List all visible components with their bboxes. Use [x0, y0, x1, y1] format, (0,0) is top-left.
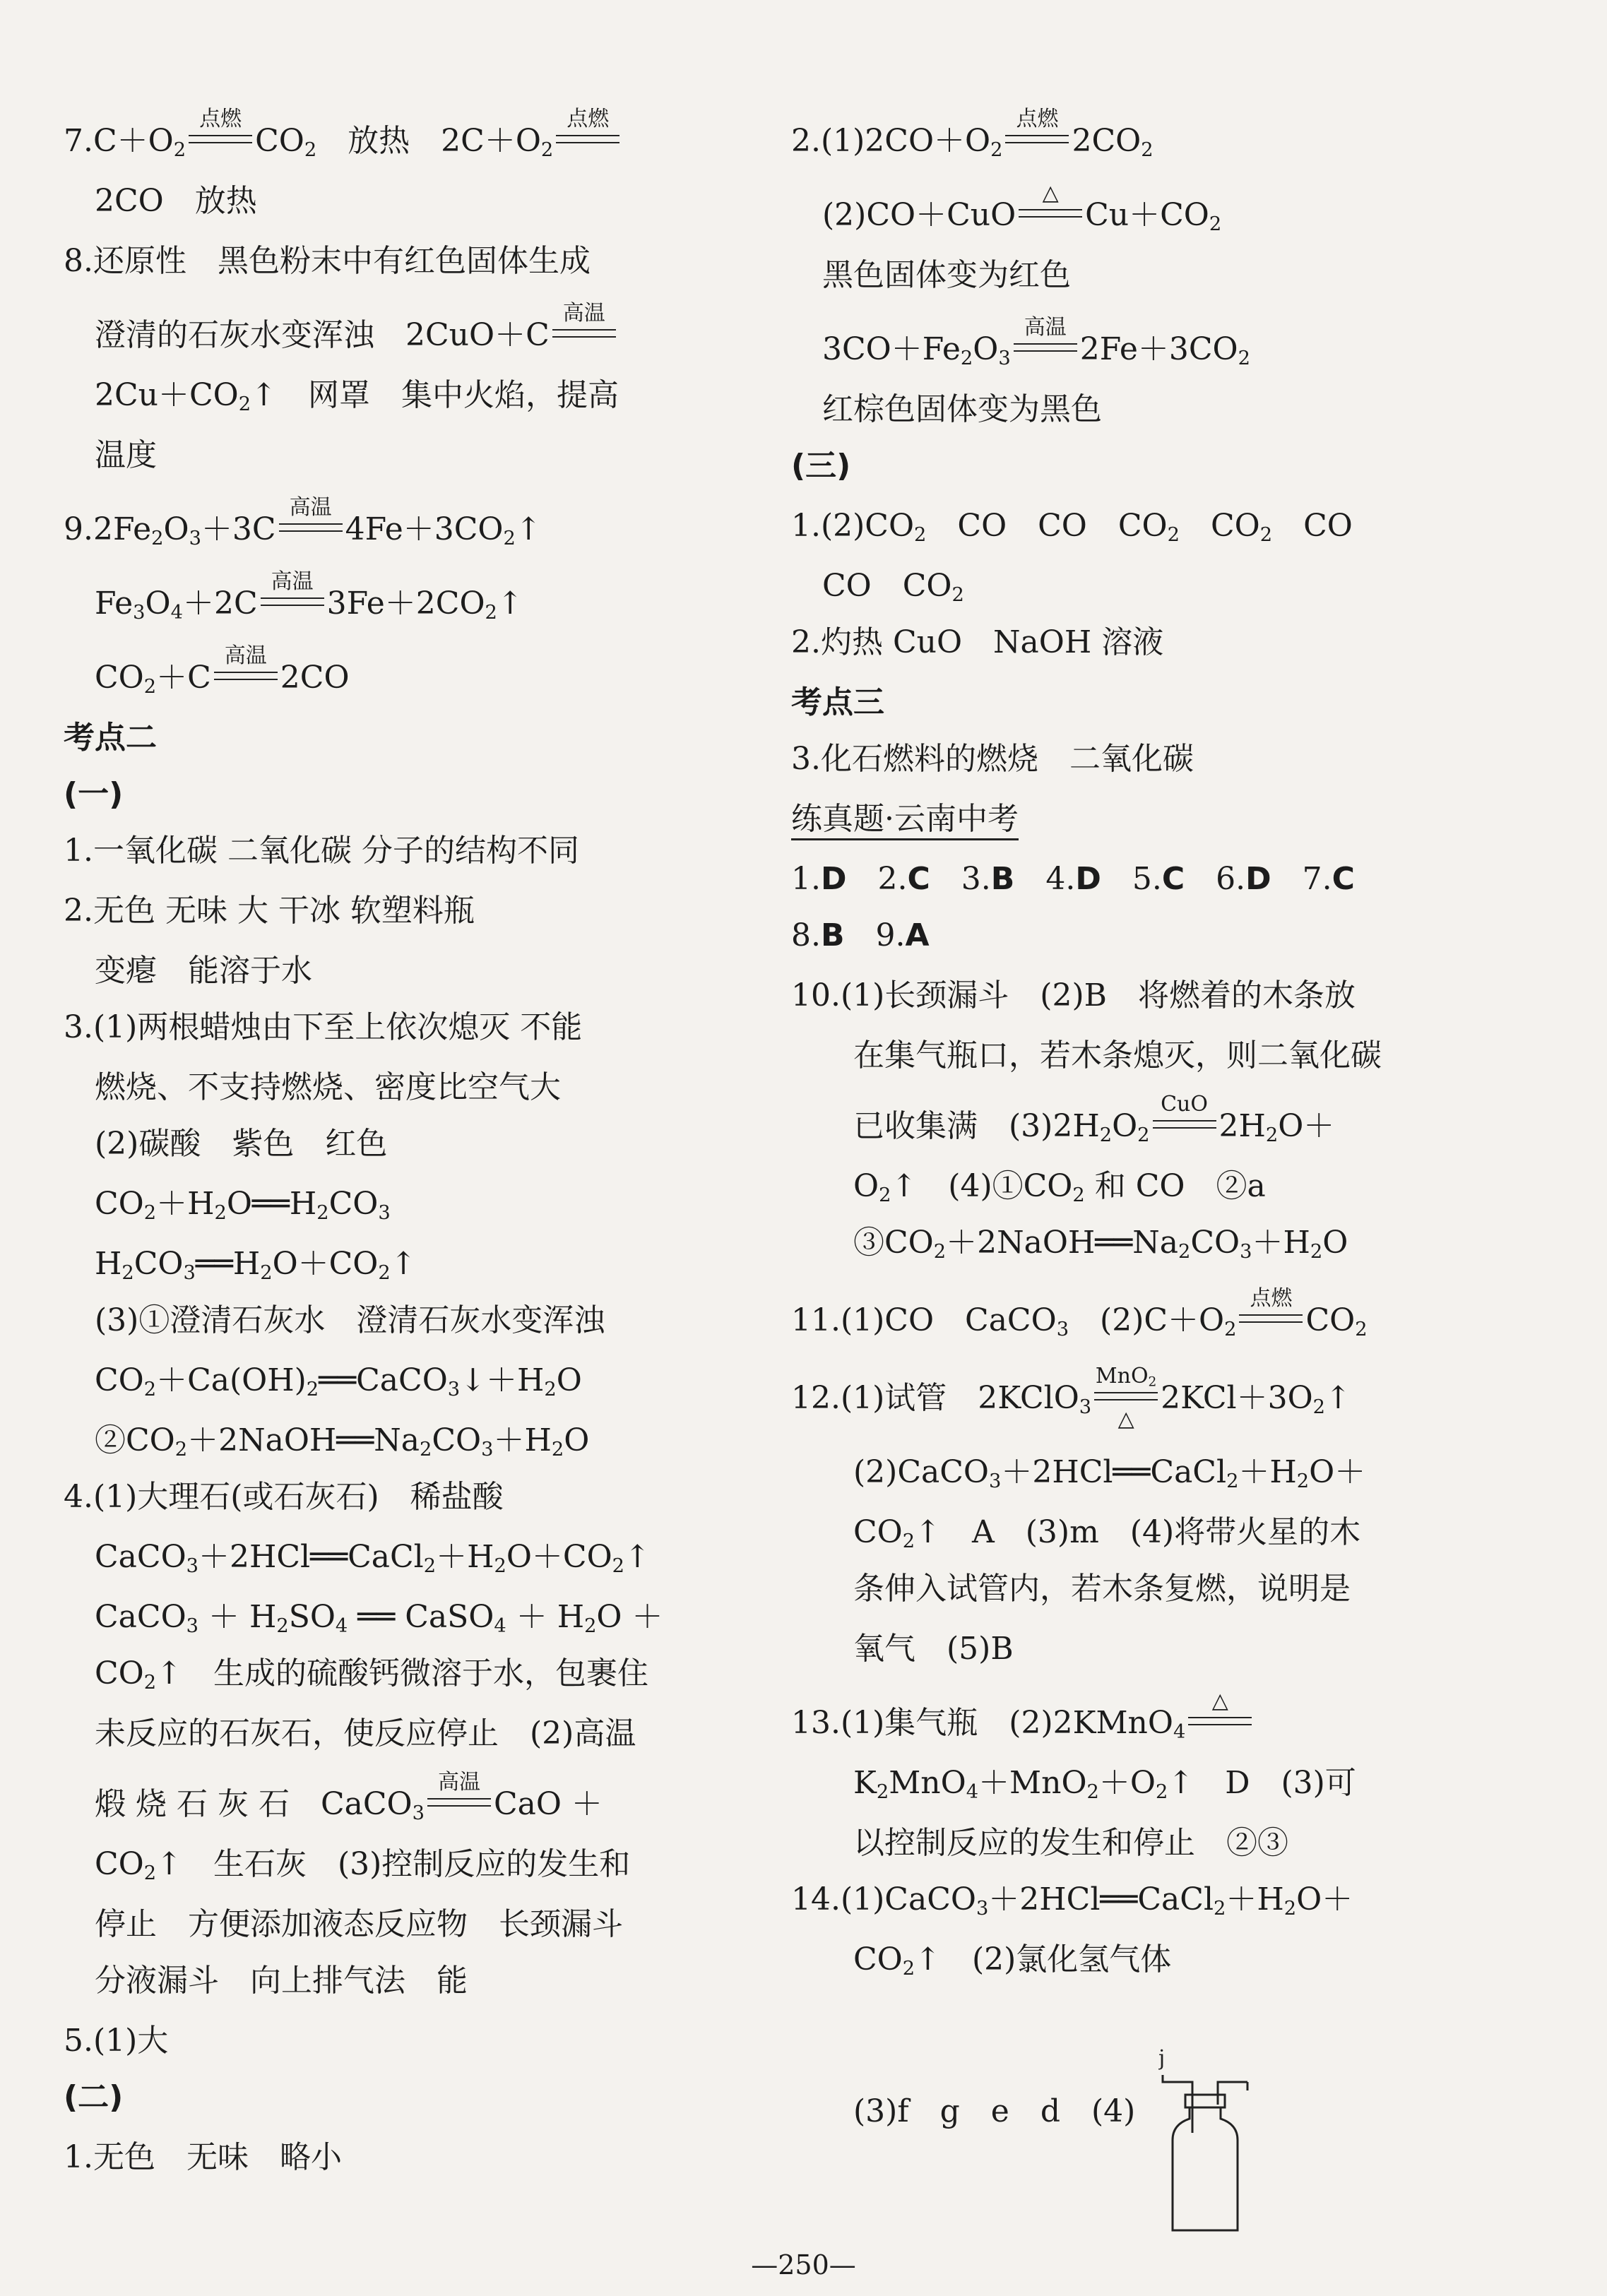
- left-line-12: 变瘪 能溶于水: [64, 953, 312, 989]
- subsection-heading-3: (三): [791, 448, 851, 484]
- gas-collection-bottle-figure: [1158, 2048, 1257, 2239]
- right-line-23: 13.(1)集气瓶 (2)2KMnO$_4$ △: [791, 1702, 1255, 1744]
- left-line-7: $9.2Fe_2O_3+3C$ 高温 $4Fe+3CO_2↑$: [64, 494, 542, 549]
- right-line-26: $14.(1)CaCO_3+2HCl══CaCl_2+H_2O+$: [791, 1881, 1353, 1920]
- left-line-22: $CaCO_3+2HCl══CaCl_2+H_2O+CO_2↑$: [64, 1539, 651, 1577]
- right-line-14: 已收集满 $(3)2H_2O_2$ CuO $2H_2O+$: [791, 1091, 1335, 1146]
- right-line-18: 12.(1)试管 2KClO$_3$ MnO$_2$ △ $2KCl+3O_2↑$: [791, 1363, 1351, 1432]
- section-heading-kaodian-3: 考点三: [791, 684, 884, 720]
- subsection-heading-1: (一): [64, 776, 124, 812]
- left-line-15: (2)碳酸 紫色 红色: [64, 1126, 388, 1162]
- left-line-21: 4.(1)大理石(或石灰石) 稀盐酸: [64, 1479, 504, 1515]
- left-line-6: 温度: [64, 437, 157, 473]
- left-line-27: $CO_2↑$ 生石灰 (3)控制反应的发生和: [64, 1846, 631, 1884]
- right-line-24: $K_2MnO_4+MnO_2+O_2↑$ D (3)可: [791, 1765, 1356, 1803]
- left-line-29: 分液漏斗 向上排气法 能: [64, 1963, 468, 1999]
- right-line-3: 黑色固体变为红色: [791, 257, 1071, 293]
- right-line-17: 11.(1)CO CaCO$_3$ $(2)C+O_2$ 点燃 $CO_2$: [791, 1285, 1368, 1340]
- left-line-5: $2Cu+CO_2↑$ 网罩 集中火焰，提高: [64, 377, 619, 415]
- left-line-13: 3.(1)两根蜡烛由下至上依次熄灭 不能: [64, 1009, 583, 1045]
- left-line-1: $7.C+O_2$ 点燃 $CO_2$ 放热 $2C+O_2$ 点燃: [64, 120, 622, 162]
- left-line-11: 2.无色 无味 大 干冰 软塑料瓶: [64, 893, 475, 929]
- right-line-15: $O_2↑$ $(4)①CO_2$ 和 CO ②a: [791, 1168, 1266, 1206]
- right-line-4: $3CO+Fe_2O_3$ 高温 $2Fe+3CO_2$: [791, 314, 1250, 369]
- left-line-3: 8.还原性 黑色粉末中有红色固体生成: [64, 243, 591, 279]
- left-line-14: 燃烧、不支持燃烧、密度比空气大: [64, 1069, 561, 1105]
- right-line-22: 氧气 (5)B: [791, 1631, 1014, 1667]
- left-line-8: $Fe_3O_4+2C$ 高温 $3Fe+2CO_2↑$: [64, 569, 523, 624]
- right-line-11: 8.B 9.A: [791, 917, 930, 953]
- left-line-17: $H_2CO_3══H_2O+CO_2↑$: [64, 1246, 417, 1284]
- left-line-26: 煅 烧 石 灰 石 CaCO$_3$ 高温 CaO ＋: [64, 1769, 603, 1824]
- left-line-25: 未反应的石灰石，使反应停止 (2)高温: [64, 1715, 636, 1751]
- right-line-6: $1.(2)CO_2$ CO CO $CO_2$ $CO_2$ CO: [791, 508, 1353, 546]
- right-line-9: 3.化石燃料的燃烧 二氧化碳: [791, 741, 1194, 777]
- right-line-5: 红棕色固体变为黑色: [791, 391, 1102, 427]
- section-heading-zhenti: 练真题·云南中考: [791, 798, 1019, 840]
- right-line-16: $③CO_2+2NaOH══Na_2CO_3+H_2O$: [791, 1225, 1348, 1263]
- left-line-20: $②CO_2+2NaOH══Na_2CO_3+H_2O$: [64, 1422, 590, 1461]
- left-line-30: 5.(1)大: [64, 2023, 169, 2059]
- left-line-16: $CO_2+H_2O══H_2CO_3$: [64, 1186, 391, 1224]
- right-line-27: $CO_2↑$ (2)氯化氢气体: [791, 1941, 1172, 1980]
- right-line-28: (3)f g e d (4): [791, 2093, 1136, 2129]
- left-line-4: 澄清的石灰水变浑浊 2CuO＋C 高温: [64, 314, 619, 357]
- page-number: —250—: [751, 2249, 856, 2280]
- left-line-10: 1.一氧化碳 二氧化碳 分子的结构不同: [64, 833, 579, 869]
- right-line-13: 在集气瓶口，若木条熄灭，则二氧化碳: [791, 1037, 1382, 1073]
- right-line-20: $CO_2↑$ A (3)m (4)将带火星的木: [791, 1514, 1361, 1552]
- right-line-8: 2.灼热 CuO NaOH 溶液: [791, 624, 1164, 660]
- right-line-1: $2.(1)2CO+O_2$ 点燃 $2CO_2$: [791, 106, 1154, 161]
- left-line-2: 2CO 放热: [64, 183, 257, 219]
- left-line-24: $CO_2↑$ 生成的硫酸钙微溶于水，包裹住: [64, 1655, 648, 1694]
- figure-label-j: j: [1158, 2048, 1166, 2071]
- left-line-23: CaCO$_3$ ＋ $H_2SO_4$ ══ CaSO$_4$ ＋ $H_2O$ ＋: [64, 1599, 663, 1637]
- right-line-2: (2)CO＋CuO △ $Cu+CO_2$: [791, 180, 1222, 235]
- left-line-18: (3)①澄清石灰水 澄清石灰水变浑浊: [64, 1302, 605, 1338]
- left-line-28: 停止 方便添加液态反应物 长颈漏斗: [64, 1906, 623, 1942]
- right-line-10: 1.D 2.C 3.B 4.D 5.C 6.D 7.C: [791, 861, 1355, 897]
- section-heading-kaodian-2: 考点二: [64, 720, 157, 756]
- right-line-12: 10.(1)长颈漏斗 (2)B 将燃着的木条放: [791, 977, 1356, 1013]
- right-line-21: 条伸入试管内，若木条复燃，说明是: [791, 1571, 1351, 1607]
- left-line-9: $CO_2+C$ 高温 2CO: [64, 643, 350, 698]
- left-line-31: 1.无色 无味 略小: [64, 2139, 342, 2175]
- right-line-25: 以控制反应的发生和停止 ②③: [791, 1825, 1288, 1861]
- left-line-19: $CO_2+Ca(OH)_2══CaCO_3↓+H_2O$: [64, 1362, 582, 1400]
- subsection-heading-2: (二): [64, 2079, 124, 2115]
- right-line-19: $(2)CaCO_3+2HCl══CaCl_2+H_2O+$: [791, 1454, 1366, 1492]
- right-line-7: CO $CO_2$: [791, 568, 964, 606]
